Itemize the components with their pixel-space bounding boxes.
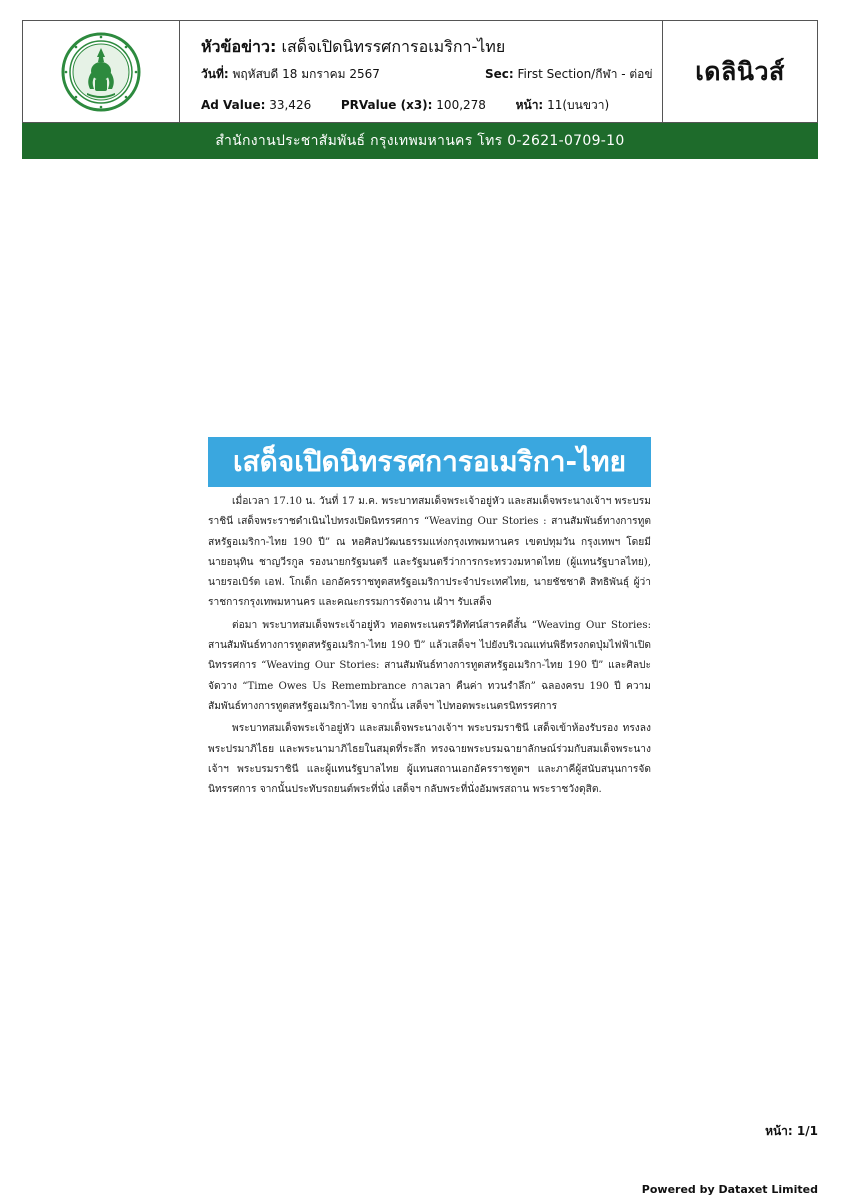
section-label: Sec:	[485, 67, 514, 81]
section-value: First Section/กีฬา - ต่อข่	[517, 67, 653, 81]
clipping-body	[208, 492, 651, 802]
headline-value: เสด็จเปิดนิทรรศการอเมริกา-ไทย	[281, 37, 506, 56]
clipping-paragraph: เมื่อเวลา 17.10 น. วันที่ 17 ม.ค. พระบาทสมเด็จพระเจ้าอยู่หัว และสมเด็จพระนางเจ้าฯ พระบรมราชินี เสด็จพระราชดำเนินไปทรงเปิดนิทรรศการ “Weaving Our Stories : สานสัมพันธ์ทางการทูตสหรัฐอเมริกา-ไทย 190 ปี” ณ หอศิลปวัฒนธรรมแห่งกรุงเทพมหานคร เขตปทุมวัน กรุงเทพฯ โดยมี นายอนุทิน ชาญวีรกูล รองนายกรัฐมนตรี และรัฐมนตรีว่าการกระทรวงมหาดไทย (ผู้แทนรัฐบาลไทย), นายรอเบิร์ต เอฟ. โกเด็ก เอกอัครราชทูตสหรัฐอเมริกาประจำประเทศไทย, นายชัชชาติ สิทธิพันธุ์ ผู้ว่าราชการกรุงเทพมหานคร และคณะกรรมการจัดงาน เฝ้าฯ รับเสด็จ	[208, 496, 651, 609]
pr-value: 100,278	[436, 98, 486, 112]
date-row	[201, 65, 380, 84]
office-banner	[22, 123, 818, 159]
newspaper-brand: เดลินิวส์	[695, 56, 785, 86]
section-row	[485, 65, 653, 84]
logo-cell	[23, 21, 180, 122]
clipping-title: เสด็จเปิดนิทรรศการอเมริกา-ไทย	[208, 437, 651, 487]
office-banner-text: สำนักงานประชาสัมพันธ์ กรุงเทพมหานคร โทร 0-2621-0709-10	[215, 133, 625, 149]
pr-value-label: PRValue (x3):	[340, 98, 433, 112]
clipping-paragraph: ต่อมา พระบาทสมเด็จพระเจ้าอยู่หัว ทอดพระเนตรวีดิทัศน์สารคดีสั้น “Weaving Our Stories: สานสัมพันธ์ทางการทูตสหรัฐอเมริกา-ไทย 190 ปี” แล้วเสด็จฯ ไปยังบริเวณแท่นพิธีทรงกดปุ่มไฟฟ้าเปิดนิทรรศการ “Weaving Our Stories: สานสัมพันธ์ทางการทูตสหรัฐอเมริกา-ไทย 190 ปี” และศิลปะจัดวาง “Time Owes Us Remembrance กาลเวลา คืนค่า ทวนรำลึก” ฉลองครบ 190 ปี ความสัมพันธ์ทางการทูตสหรัฐอเมริกา-ไทย จากนั้น เสด็จฯ ไปทอดพระเนตรนิทรรศการ	[208, 619, 651, 712]
page-number-value: 1/1	[796, 1124, 818, 1138]
ad-value: 33,426	[269, 98, 312, 112]
date-value: พฤหัสบดี 18 มกราคม 2567	[232, 67, 380, 81]
headline-label: หัวข้อข่าว:	[201, 37, 277, 56]
news-clipping	[207, 434, 651, 889]
page-value: 11(บนขวา)	[547, 98, 610, 112]
clipping-paragraph: พระบาทสมเด็จพระเจ้าอยู่หัว และสมเด็จพระนางเจ้าฯ พระบรมราชินี เสด็จเข้าห้องรับรอง ทรงลงพระปรมาภิไธย และพระนามาภิไธยในสมุดที่ระลึก ทรงฉายพระบรมฉายาลักษณ์ร่วมกับสมเด็จพระนางเจ้าฯ พระบรมราชินี และผู้แทนรัฐบาลไทย ผู้แทนสถานเอกอัครราชทูตฯ และภาคีผู้สนับสนุนการจัดนิทรรศการ จากนั้นประทับรถยนต์พระที่นั่ง เสด็จฯ กลับพระที่นั่งอัมพรสถาน พระราชวังดุสิต.	[208, 723, 651, 796]
page-number-label: หน้า:	[765, 1124, 793, 1138]
info-cell	[180, 21, 663, 122]
page-label: หน้า:	[515, 98, 544, 112]
value-row	[201, 96, 609, 115]
headline-row	[201, 35, 505, 60]
brand-cell	[663, 21, 817, 122]
news-header	[22, 20, 818, 123]
ad-value-label: Ad Value:	[201, 98, 266, 112]
bangkok-seal-icon	[60, 31, 142, 113]
powered-by: Powered by Dataxet Limited	[641, 1183, 818, 1196]
date-label: วันที่:	[201, 67, 229, 81]
page-number	[765, 1122, 818, 1141]
